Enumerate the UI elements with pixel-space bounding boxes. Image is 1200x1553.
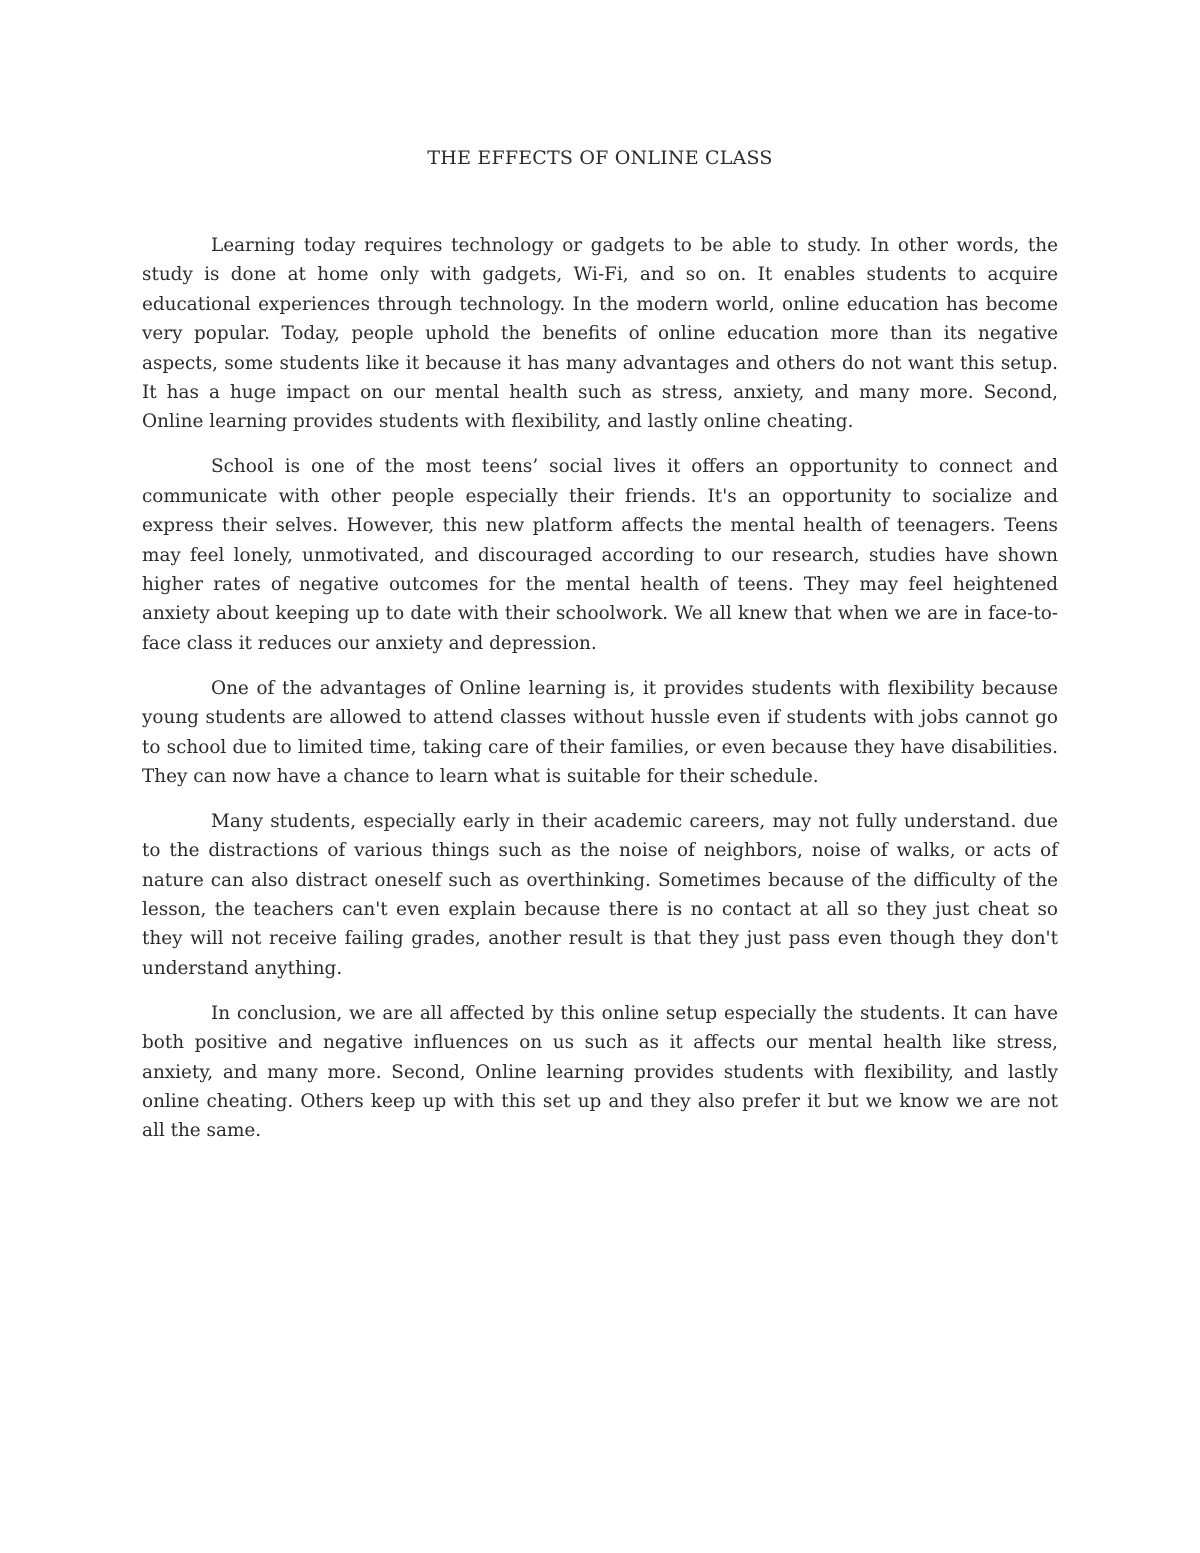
paragraph-introduction: Learning today requires technology or gadgets to be able to study. In other words, the study is done at home only with gadgets, Wi-Fi, and so on. It enables students to acquire educational experiences through technology. In the modern world, online education has become very popular. Today, people uphold the benefits of online education more than its negative aspects, some students like it because it has many advantages and others do not want this setup. It has a huge impact on our mental health such as stress, anxiety, and many more. Second, Online learning provides students with flexibility, and lastly online cheating. [142, 235, 1058, 433]
paragraph-flexibility: One of the advantages of Online learning is, it provides students with flexibility because young students are allowed to attend classes without hussle even if students with jobs cannot go to school due to limited time, taking care of their families, or even because they have disabilities. They can now have a chance to learn what is suitable for their schedule. [142, 677, 1058, 787]
document-body [142, 231, 1058, 1161]
paragraph-conclusion: In conclusion, we are all affected by this online setup especially the students. It can have both positive and negative influences on us such as it affects our mental health like stress, anxiety, and many more. Second, Online learning provides students with flexibility, and lastly online cheating. Others keep up with this set up and they also prefer it but we know we are not all the same. [142, 1002, 1058, 1142]
paragraph-distractions: Many students, especially early in their academic careers, may not fully understand. due to the distractions of various things such as the noise of neighbors, noise of walks, or acts of nature can also distract oneself such as overthinking. Sometimes because of the difficulty of the lesson, the teachers can't even explain because there is no contact at all so they just cheat so they will not receive failing grades, another result is that they just pass even though they don't understand anything. [142, 810, 1058, 979]
paragraph-social-lives: School is one of the most teens’ social lives it offers an opportunity to connect and communicate with other people especially their friends. It's an opportunity to socialize and express their selves. However, this new platform affects the mental health of teenagers. Teens may feel lonely, unmotivated, and discouraged according to our research, studies have shown higher rates of negative outcomes for the mental health of teens. They may feel heightened anxiety about keeping up to date with their schoolwork. We all knew that when we are in face-to-face class it reduces our anxiety and depression. [142, 456, 1058, 654]
document-title: THE EFFECTS OF ONLINE CLASS [427, 147, 773, 169]
